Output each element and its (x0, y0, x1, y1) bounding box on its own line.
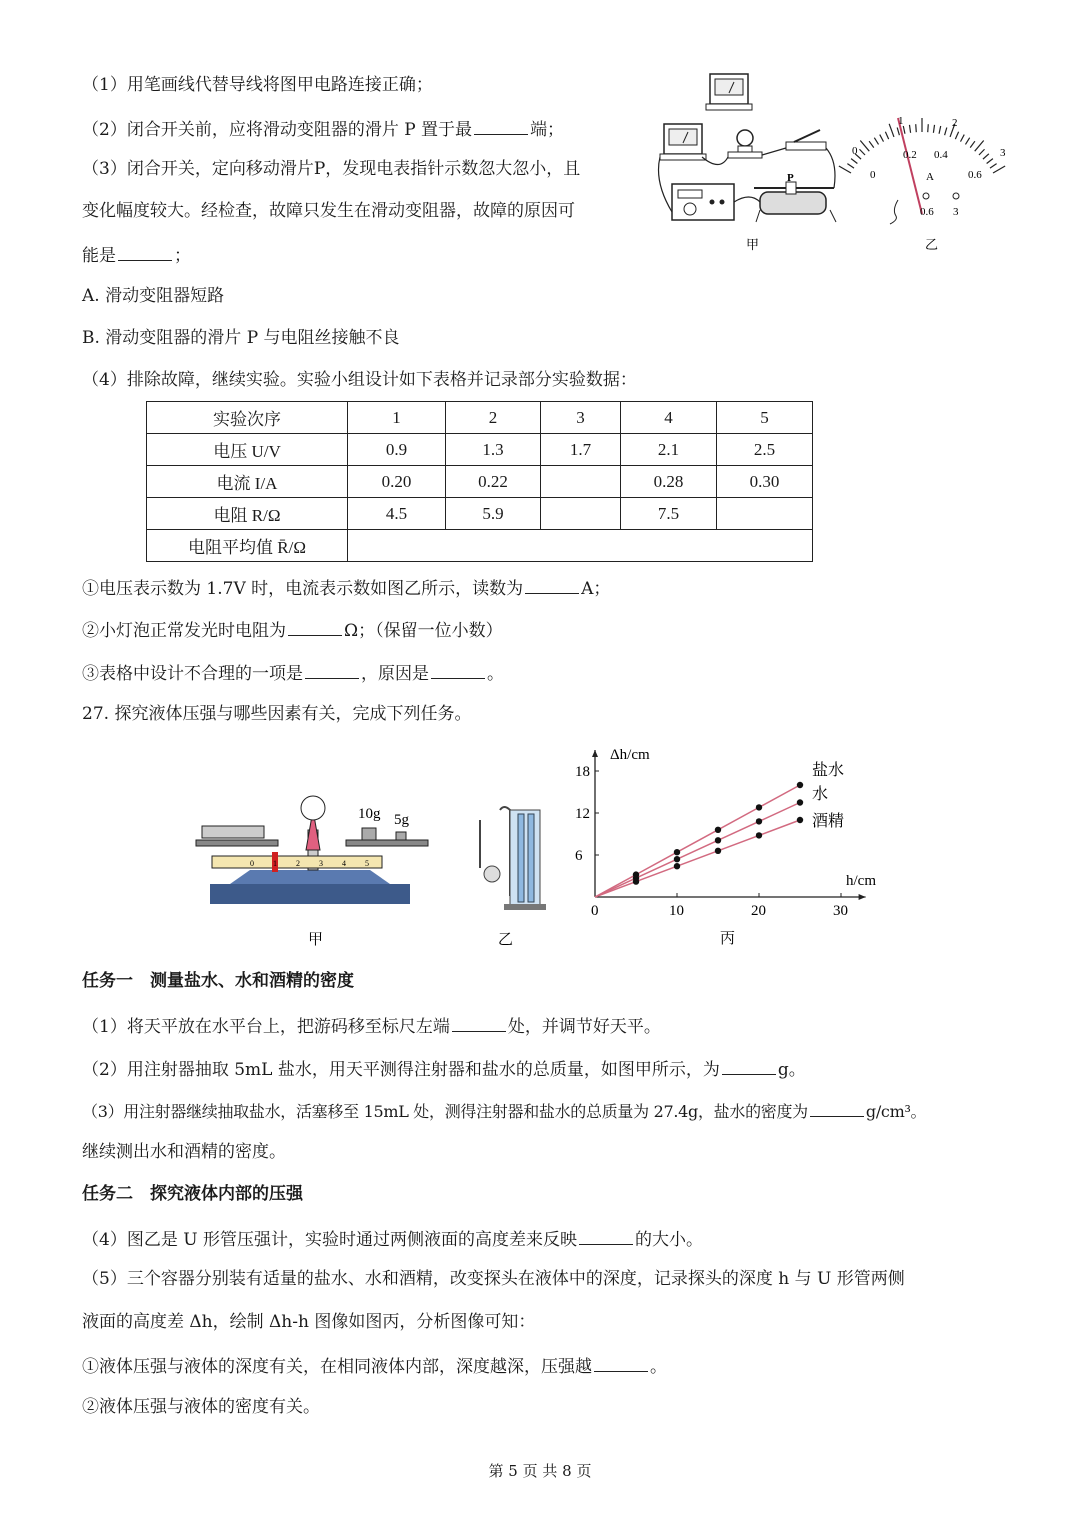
q26-line-6: （4）排除故障，继续实验。实验小组设计如下表格并记录部分实验数据： (82, 370, 637, 390)
scale-tick-1: 1 (273, 859, 277, 868)
dial-tick-mark (869, 141, 874, 147)
dial-tick-mark (933, 125, 934, 133)
slider-p-label: P (787, 172, 794, 184)
task-1-line-1-text: （1）将天平放在水平台上，把游码移至标尺左端 (82, 1017, 450, 1037)
probe-icon (484, 866, 500, 882)
task-1-line-3-text: （3）用注射器继续抽取盐水，活塞移至 15mL 处，测得注射器和盐水的总质量为 27.4g，盐水的密度为 (82, 1102, 808, 1121)
weight-10g-icon (362, 828, 376, 840)
scale-tick-3: 3 (319, 859, 323, 868)
answer-blank[interactable] (288, 617, 342, 636)
table-cell: 0.30 (717, 466, 813, 498)
data-point (674, 856, 680, 862)
y-axis-arrow (592, 750, 598, 757)
x-tick-label: 10 (669, 903, 684, 919)
q26-line-5 (82, 242, 191, 267)
data-point (715, 837, 721, 843)
table-row (147, 498, 813, 530)
switch-icon (786, 130, 826, 150)
task-1-line-1 (82, 1013, 661, 1038)
task-1-line-3-end: g/cm³。 (865, 1102, 927, 1121)
dial-subtick-0: 0 (870, 169, 876, 181)
x-axis-arrow (859, 894, 866, 900)
data-table (146, 401, 813, 562)
table-cell (541, 498, 621, 530)
sub-question-3-text: ③表格中设计不合理的一项是 (82, 664, 303, 684)
dial-tick-mark (859, 149, 865, 155)
dial-tick-1: 1 (898, 115, 904, 127)
sub-question-2-text: ②小灯泡正常发光时电阻为 (82, 621, 286, 641)
sub-question-1-text: ①电压表示数为 1.7V 时，电流表示数如图乙所示，读数为 (82, 579, 524, 599)
task-1-line-1-end: 处，并调节好天平。 (507, 1017, 661, 1037)
terminal-label-3: 3 (953, 206, 959, 218)
answer-blank[interactable] (118, 242, 172, 261)
q26-line-4: 变化幅度较大。经检查，故障只发生在滑动变阻器，故障的原因可 (82, 201, 575, 221)
data-point (756, 832, 762, 838)
scale-tick-4: 4 (342, 859, 346, 868)
dial-tick-mark (960, 135, 964, 142)
task-1-line-4: 继续测出水和酒精的密度。 (82, 1142, 286, 1162)
figure-label-jia-2: 甲 (308, 932, 324, 948)
data-point (797, 782, 803, 788)
task-2-line-1-text: （4）图乙是 U 形管压强计，实验时通过两侧液面的高度差来反映 (82, 1230, 577, 1250)
dial-tick-mark (874, 138, 878, 145)
dial-tick-mark (993, 166, 1005, 173)
scale-tick-2: 2 (296, 859, 300, 868)
voltmeter-icon (706, 74, 752, 110)
sub-question-1-end: A； (581, 579, 611, 599)
power-supply-icon (672, 184, 734, 220)
scale-tick-5: 5 (365, 859, 369, 868)
table-cell: 0.22 (446, 466, 541, 498)
x-tick-label: 30 (833, 903, 848, 919)
dial-subtick-0-6: 0.6 (968, 169, 982, 181)
figure-label-jia: 甲 (746, 237, 760, 252)
data-point (633, 878, 639, 884)
data-point (797, 799, 803, 805)
option-b: B. 滑动变阻器的滑片 P 与电阻丝接触不良 (82, 328, 400, 348)
table-cell: 1 (348, 402, 446, 434)
figure-label-yi: 乙 (925, 237, 939, 252)
dial-tick-mark (965, 138, 969, 145)
dial-tick-mark (847, 164, 854, 168)
q26-line-2 (82, 116, 564, 141)
answer-blank[interactable] (722, 1056, 776, 1075)
dial-tick-2: 2 (952, 117, 958, 129)
table-cell: 电流 I/A (147, 466, 348, 498)
table-cell (541, 466, 621, 498)
q26-line-1: （1）用笔画线代替导线将图甲电路连接正确； (82, 75, 433, 95)
q26-line-5-end: ； (174, 246, 191, 266)
dial-tick-mark (945, 127, 947, 135)
task-1-line-2-text: （2）用注射器抽取 5mL 盐水，用天平测得注射器和盐水的总质量，如图甲所示，为 (82, 1060, 720, 1080)
dial-tick-mark (970, 141, 975, 147)
dial-tick-mark (839, 166, 851, 173)
q26-line-5-text: 能是 (82, 246, 116, 266)
dial-tick-3: 3 (1000, 147, 1006, 159)
dial-tick-mark (909, 125, 910, 133)
dial-tick-mark (975, 140, 984, 151)
task-2-line-1-end: 的大小。 (634, 1230, 703, 1250)
answer-blank[interactable] (594, 1353, 648, 1372)
sub-question-3-mid: ，原因是 (361, 664, 429, 684)
dial-tick-mark (983, 154, 989, 159)
ammeter-dial (839, 115, 1006, 224)
conclusion-1-end: 。 (650, 1357, 667, 1377)
weight-5g-icon (396, 832, 406, 840)
table-cell[interactable] (348, 530, 813, 562)
q26-line-2-text: （2）闭合开关前，应将滑动变阻器的滑片 P 置于最 (82, 120, 473, 140)
y-tick-label: 18 (575, 764, 590, 780)
dial-tick-mark (939, 126, 941, 134)
q27-title: 27. 探究液体压强与哪些因素有关，完成下列任务。 (82, 704, 472, 724)
data-point (674, 863, 680, 869)
data-point (715, 827, 721, 833)
answer-blank[interactable] (431, 660, 485, 679)
y-tick-label: 6 (575, 848, 583, 864)
terminal-label-0-6: 0.6 (920, 206, 934, 218)
y-tick-label: 12 (575, 806, 590, 822)
sub-question-3 (82, 660, 504, 685)
table-row (147, 434, 813, 466)
task-1-line-3 (82, 1098, 926, 1123)
answer-blank[interactable] (305, 660, 359, 679)
q26-line-2-end: 端； (530, 120, 565, 140)
dial-tick-mark (916, 124, 917, 132)
dial-tick-mark (860, 140, 869, 151)
table-cell: 1.3 (446, 434, 541, 466)
sub-question-1 (82, 575, 610, 600)
task-1-line-2 (82, 1056, 806, 1081)
task-1-heading: 任务一 测量盐水、水和酒精的密度 (82, 971, 354, 991)
scale-tick-0: 0 (250, 859, 254, 868)
rheostat-icon (754, 172, 836, 222)
dial-tick-mark (987, 159, 993, 164)
dial-tick-mark (979, 149, 985, 155)
table-cell: 电压 U/V (147, 434, 348, 466)
figure-label-bing: 丙 (720, 931, 736, 947)
series-line-0 (595, 785, 800, 897)
dial-tick-0: 0 (852, 145, 858, 157)
series-label-saltwater: 盐水 (812, 762, 845, 779)
sub-question-2-end: Ω；（保留一位小数） (344, 621, 503, 641)
ammeter-icon (660, 124, 706, 160)
dial-tick-mark (955, 132, 958, 139)
task-1-line-2-end: g。 (777, 1060, 806, 1080)
conclusion-2: ②液体压强与液体的密度有关。 (82, 1397, 320, 1417)
table-row (147, 466, 813, 498)
data-point (756, 818, 762, 824)
y-axis-label: Δh/cm (610, 747, 650, 763)
dial-tick-mark (897, 127, 899, 135)
table-cell: 2.1 (621, 434, 717, 466)
answer-blank[interactable] (525, 575, 579, 594)
syringe-icon (202, 826, 264, 838)
table-cell: 4.5 (348, 498, 446, 530)
dial-subtick-0-4: 0.4 (934, 149, 948, 161)
x-axis-label: h/cm (846, 873, 876, 889)
table-row (147, 402, 813, 434)
task-2-line-2: （5）三个容器分别装有适量的盐水、水和酒精，改变探头在液体中的深度，记录探头的深度 h 与 U 形管两侧 (82, 1269, 905, 1289)
data-point (715, 848, 721, 854)
conclusion-1 (82, 1353, 667, 1378)
table-row (147, 530, 813, 562)
balance-figure (190, 790, 440, 950)
table-cell (717, 498, 813, 530)
task-2-heading: 任务二 探究液体内部的压强 (82, 1184, 303, 1204)
balance-base (210, 884, 410, 904)
circuit-figure (650, 62, 1050, 262)
u-tube-figure (470, 800, 550, 950)
table-cell: 5.9 (446, 498, 541, 530)
table-cell: 2 (446, 402, 541, 434)
weight-10g-label: 10g (358, 806, 381, 822)
series-label-water: 水 (812, 786, 829, 803)
dial-tick-mark (851, 159, 857, 164)
table-cell: 0.28 (621, 466, 717, 498)
figure-label-yi-2: 乙 (498, 932, 514, 948)
table-cell: 0.20 (348, 466, 446, 498)
data-point (797, 817, 803, 823)
table-cell: 1.7 (541, 434, 621, 466)
data-point (756, 804, 762, 810)
answer-blank[interactable] (579, 1226, 633, 1245)
dial-tick-mark (990, 164, 997, 168)
x-tick-label: 0 (591, 903, 599, 919)
sub-question-2 (82, 617, 503, 642)
answer-blank[interactable] (452, 1013, 506, 1032)
dial-tick-mark (903, 126, 905, 134)
table-cell: 2.5 (717, 434, 813, 466)
table-cell: 电阻平均值 R̄/Ω (147, 530, 348, 562)
series-line-1 (595, 803, 800, 898)
depth-pressure-chart (560, 735, 900, 955)
task-2-line-1 (82, 1226, 703, 1251)
table-cell: 实验次序 (147, 402, 348, 434)
table-cell: 0.9 (348, 434, 446, 466)
page-footer: 第 5 页 共 8 页 (488, 1462, 592, 1480)
dial-subtick-0-2: 0.2 (903, 149, 917, 161)
light-bulb-icon (728, 130, 762, 158)
dial-tick-mark (928, 124, 929, 132)
table-cell: 7.5 (621, 498, 717, 530)
data-point (674, 849, 680, 855)
conclusion-1-text: ①液体压强与液体的深度有关，在相同液体内部，深度越深，压强越 (82, 1357, 592, 1377)
series-label-alcohol: 酒精 (812, 813, 845, 830)
weight-5g-label: 5g (394, 812, 409, 828)
table-cell: 4 (621, 402, 717, 434)
table-cell: 5 (717, 402, 813, 434)
table-cell: 3 (541, 402, 621, 434)
task-2-line-3: 液面的高度差 Δh，绘制 Δh-h 图像如图丙，分析图像可知： (82, 1312, 536, 1332)
series-line-2 (595, 820, 800, 897)
x-tick-label: 20 (751, 903, 766, 919)
table-cell: 电阻 R/Ω (147, 498, 348, 530)
dial-tick-mark (880, 135, 884, 142)
q26-line-3: （3）闭合开关，定向移动滑片P，发现电表指针示数忽大忽小，且 (82, 159, 581, 179)
dial-tick-mark (889, 124, 894, 137)
answer-blank[interactable] (810, 1098, 864, 1117)
answer-blank[interactable] (474, 116, 528, 135)
sub-question-3-end: 。 (487, 664, 504, 684)
dial-tick-mark (885, 132, 888, 139)
ammeter-unit: A (926, 171, 934, 183)
option-a: A. 滑动变阻器短路 (82, 286, 225, 306)
